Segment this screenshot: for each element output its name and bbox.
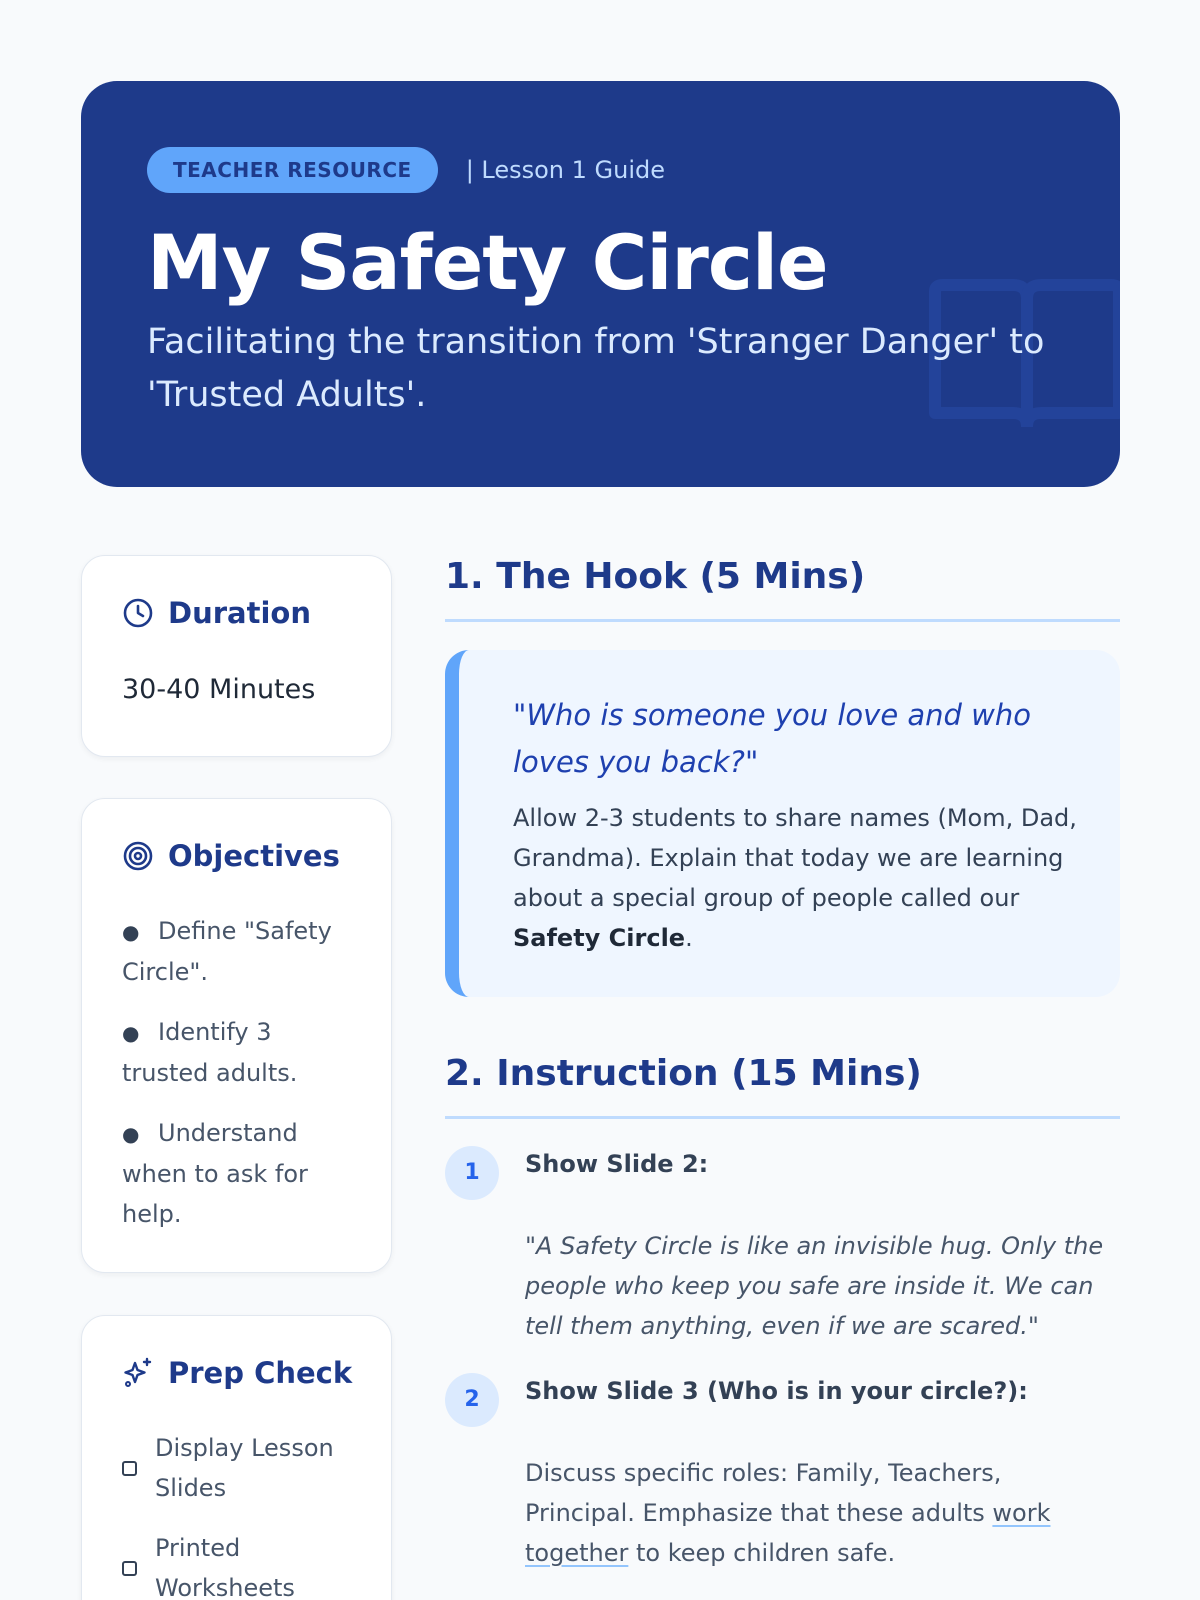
list-item (122, 911, 362, 992)
step-title: Show Slide 2: (525, 1150, 709, 1178)
banner-meta (147, 147, 665, 193)
checklist-item[interactable] (122, 1528, 372, 1600)
bullet-icon: ● (122, 1122, 140, 1146)
teacher-resource-badge: TEACHER RESOURCE (147, 147, 438, 193)
checklist-label: Display Lesson Slides (155, 1434, 334, 1502)
prep-check-heading (122, 1356, 352, 1390)
page-subtitle: Facilitating the transition from 'Stranger Danger' to 'Trusted Adults'. (147, 322, 1045, 415)
bullet-icon: ● (122, 920, 140, 944)
prep-check-heading-label: Prep Check (168, 1356, 353, 1390)
checkbox[interactable] (122, 1461, 137, 1476)
duration-heading (122, 596, 311, 630)
list-item (122, 1113, 362, 1234)
step-text-start: Discuss specific roles: Family, Teachers, Principal. Emphasize that these adults (525, 1459, 1002, 1527)
objectives-heading (122, 839, 340, 873)
objective-text: Define "Safety Circle". (122, 917, 332, 986)
step-text-end: to keep children safe. (628, 1539, 896, 1567)
hook-body-end: . (685, 924, 693, 952)
step-text: "A Safety Circle is like an invisible hug. Only the people who keep you safe are inside it. We can tell them anything, even if we are scared." (525, 1232, 1104, 1340)
sparkles-icon (122, 1357, 154, 1389)
list-item (122, 1012, 362, 1093)
checklist-label: Printed Worksheets (155, 1534, 295, 1600)
hook-body (513, 798, 1103, 958)
target-icon (122, 840, 154, 872)
section-divider (445, 619, 1120, 622)
objective-text: Understand when to ask for help. (122, 1119, 308, 1228)
step-text (525, 1453, 1115, 1573)
emphasis-underline: work together (525, 1499, 1051, 1567)
duration-heading-label: Duration (168, 596, 311, 630)
instruction-section-title: 2. Instruction (15 Mins) (445, 1053, 922, 1094)
prep-check-card (81, 1315, 392, 1600)
hook-section-title: 1. The Hook (5 Mins) (445, 556, 866, 597)
checkbox[interactable] (122, 1561, 137, 1576)
section-divider (445, 1116, 1120, 1119)
prep-checklist (122, 1428, 372, 1600)
objectives-heading-label: Objectives (168, 839, 340, 873)
step-number-badge: 1 (445, 1146, 499, 1200)
clock-icon (122, 597, 154, 629)
duration-card (81, 555, 392, 757)
hook-callout (445, 650, 1120, 997)
page-title: My Safety Circle (147, 218, 828, 307)
hook-body-text: Allow 2-3 students to share names (Mom, Dad, Grandma). Explain that today we are learning about a special group of people called our (513, 804, 1077, 912)
step-number-badge: 2 (445, 1373, 499, 1427)
hook-body-emphasis: Safety Circle (513, 924, 686, 952)
hook-quote: "Who is someone you love and who loves you back?" (513, 698, 1032, 779)
header-banner (81, 81, 1120, 487)
checklist-item[interactable] (122, 1428, 372, 1508)
lesson-guide-label: | Lesson 1 Guide (465, 156, 666, 184)
bullet-icon: ● (122, 1021, 140, 1045)
duration-value: 30-40 Minutes (122, 674, 316, 705)
objectives-list (122, 911, 362, 1254)
step-title: Show Slide 3 (Who is in your circle?): (525, 1377, 1028, 1405)
objectives-card (81, 798, 392, 1273)
objective-text: Identify 3 trusted adults. (122, 1018, 298, 1087)
